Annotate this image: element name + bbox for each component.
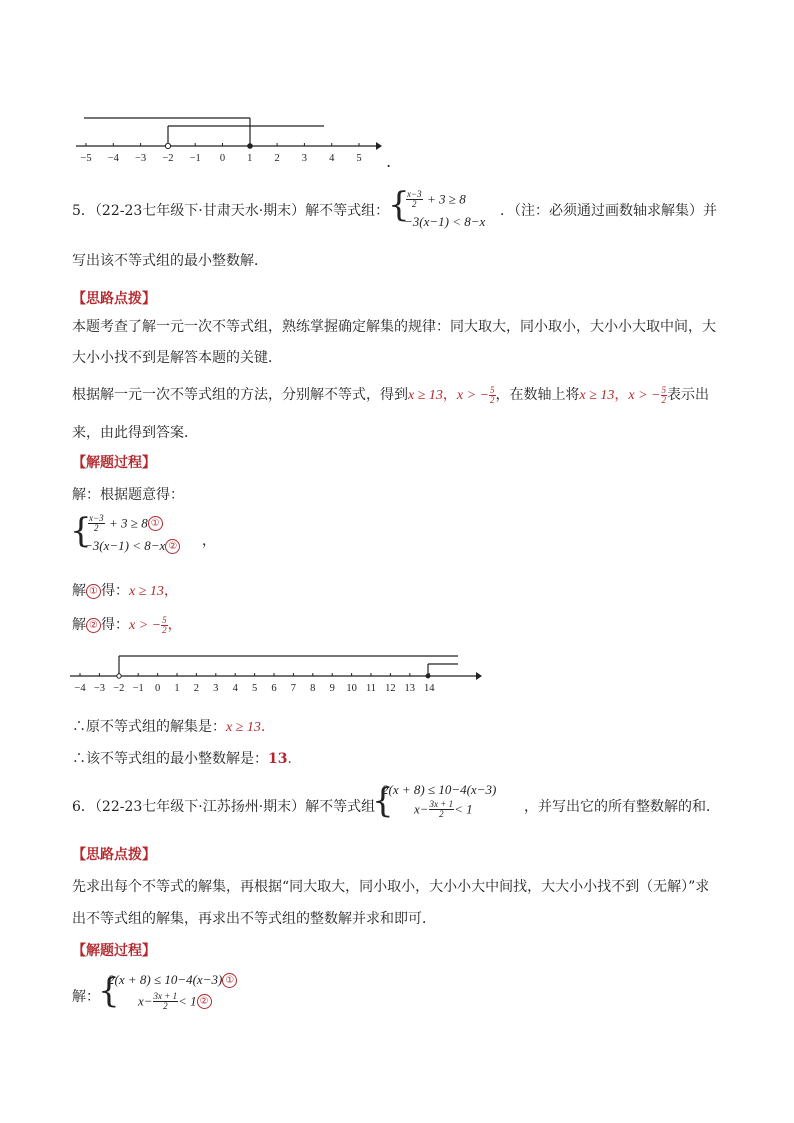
solution-intro: 解：根据题意得： [72,487,184,503]
tick-label: 6 [271,683,277,694]
tick-label: −3 [93,683,105,694]
circle-one-icon: ① [148,516,163,531]
conclusion-1: ∴原不等式组的解集是：x ≥ 13． [72,719,275,735]
closed-point [426,674,431,679]
hint-paragraph: 本题考查了解一元一次不等式组，熟练掌握确定解集的规律：同大取大，同小取小，大小小大取中间，大 [72,319,716,335]
tick-label: 1 [247,153,253,164]
tick-label: −1 [189,153,201,164]
tick-label: 0 [154,683,161,694]
solution-heading: 【解题过程】 [72,455,156,471]
circle-two-icon: ② [197,994,212,1009]
conclusion-2: ∴该不等式组的最小整数解是：13． [72,751,302,767]
tick-label: 7 [290,683,297,694]
solution-heading: 【解题过程】 [72,943,156,959]
open-point [165,143,170,148]
tick-label: 11 [365,683,377,694]
tick-label: 2 [274,153,280,164]
tick-label: −2 [162,153,174,164]
question-source: （22-23七年级下·甘肃天水·期末）解不等式组： [94,203,390,219]
tick-label: 3 [301,153,308,164]
tick-label: −5 [80,153,92,164]
step-2: 解 ② 得：x > − $\frac{5}{2}$ ， [72,614,182,635]
circle-two-icon: ② [86,618,101,633]
circle-two-icon: ② [165,539,180,554]
axis-arrow [476,672,482,680]
tick-label: 8 [310,683,316,694]
tick-label: 9 [329,683,335,694]
sol5-system: { $\frac{x-3}{2}$ + 3 ≥ 8 ① −3(x−1) < 8−x ② ， [70,511,216,553]
tick-label: −3 [135,153,147,164]
hint-paragraph-2: 根据解一元一次不等式组的方法，分别解不等式，得到x ≥ 13，x > − $\frac{5}{2}$ ，在数轴上将x ≥ 13，x > − $\frac{5}{2}$ 表示出 [72,384,710,405]
closed-point [247,143,253,149]
question-5 [72,200,389,220]
q6-tail: ，并写出它的所有整数解的和． [524,799,720,815]
hint-heading: 【思路点拨】 [72,291,156,307]
number-line-2 [66,648,486,694]
brace-icon: { [388,185,410,225]
tick-label: 4 [329,153,335,164]
period: . [386,152,392,171]
tick-label: 14 [423,683,435,694]
tick-label: −1 [132,683,144,694]
hint-heading: 【思路点拨】 [72,847,156,863]
tick-label: −4 [107,153,119,164]
tick-label: 1 [174,683,180,694]
tick-label: 3 [213,683,219,694]
brace-icon: { [98,971,120,1011]
q6-system: { 2(x + 8) ≤ 10−4(x−3) x− $\frac{3x + 1}{2}$ < 1 [372,781,497,821]
tick-label: −2 [113,683,125,694]
tick-label: 5 [251,683,258,694]
tick-label: 13 [404,683,416,694]
tick-label: 12 [385,683,396,694]
number-line-1 [70,108,390,168]
tick-label: 4 [232,683,238,694]
tick-label: −4 [74,683,86,694]
sol6-system: { 2(x + 8) ≤ 10−4(x−3) ① x− $\frac{3x + 1}{2}$ < 1 ② [98,970,278,1014]
q5-line2: 写出该不等式组的最小整数解． [72,253,268,269]
tick-label: 5 [356,153,362,164]
hint-paragraph: 出不等式组的解集，再求出不等式组的整数解并求和即可． [72,911,436,927]
q5-tail: ．（注：必须通过画数轴求解集）并 [500,203,717,219]
hint-paragraph: 来，由此得到答案． [72,425,198,441]
open-point [117,674,121,678]
tick-label: 0 [219,153,226,164]
hint-paragraph: 大小小找不到是解答本题的关键． [72,350,282,366]
brace-icon: { [70,511,92,551]
step-1: 解 ① 得：x ≥ 13， [72,583,178,599]
question-number: 5． [72,203,95,219]
circle-one-icon: ① [222,973,237,988]
question-6: 6．（22-23七年级下·江苏扬州·期末）解不等式组 [72,799,376,815]
solution-intro: 解： [72,989,100,1005]
hint-paragraph: 先求出每个不等式的解集，再根据“同大取大，同小取小，大小小大中间找，大大小小找不到（无解）”求 [72,879,710,895]
circle-one-icon: ① [86,584,101,599]
tick-label: 2 [193,683,200,694]
brace-icon: { [372,781,394,821]
axis-arrow [376,142,382,150]
tick-label: 10 [346,683,357,694]
